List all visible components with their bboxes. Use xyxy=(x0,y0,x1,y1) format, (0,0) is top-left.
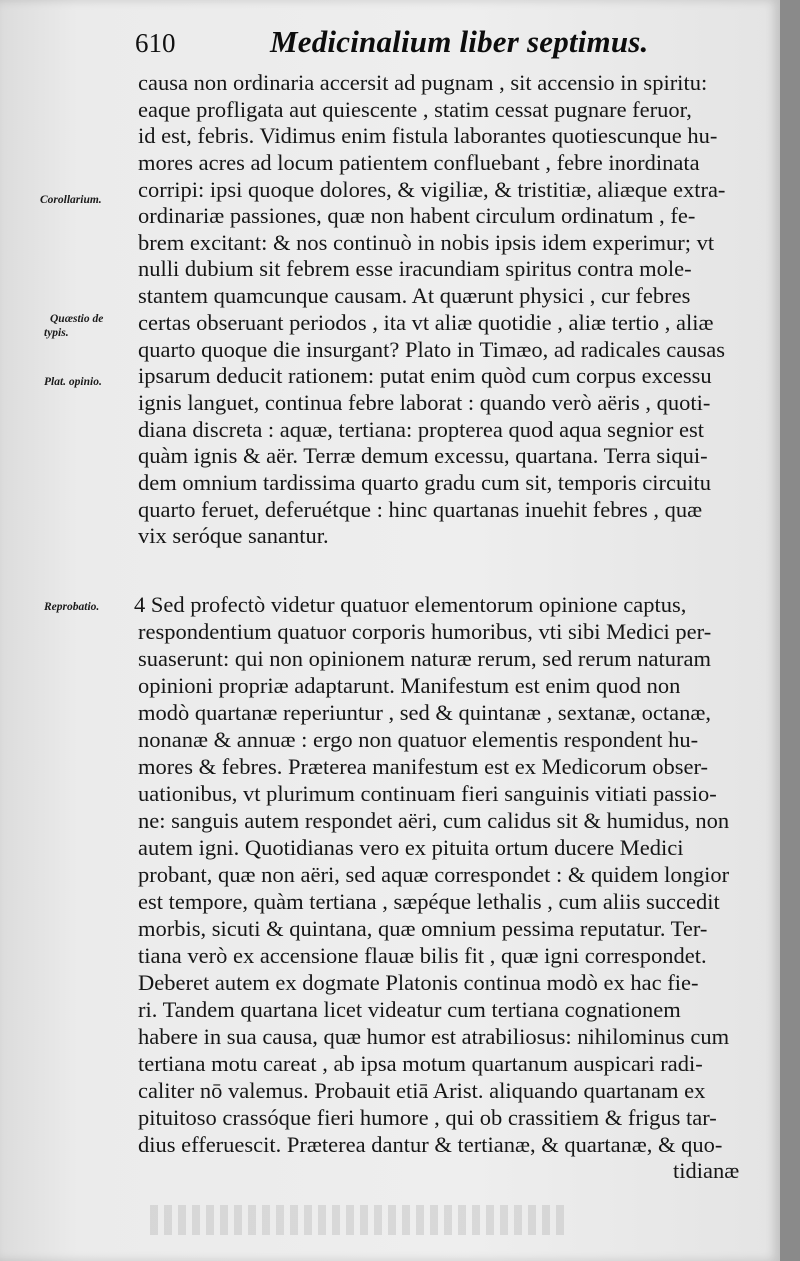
text-line: id est, febris. Vidimus enim fistula laborantes quotiescunque hu- xyxy=(138,123,718,148)
margin-note-quaestio-cont: typis. xyxy=(44,327,69,339)
text-line: pituitoso crassóque fieri humore , qui ob crassitiem & frigus tar- xyxy=(138,1105,717,1130)
text-line: probant, quæ non aëri, sed aquæ correspondet : & quidem longior xyxy=(138,862,730,887)
margin-note-quaestio: Quæstio de xyxy=(50,313,104,325)
text-line: vix seróque sanantur. xyxy=(138,523,329,548)
text-line: tertiana motu careat , ab ipsa motum quartanum auspicari radi- xyxy=(138,1051,703,1076)
text-line: nonanæ & annuæ : ergo non quatuor elementis respondent hu- xyxy=(138,727,699,752)
text-line: modò quartanæ reperiuntur , sed & quintanæ , sextanæ, octanæ, xyxy=(138,700,712,725)
text-line: suaserunt: qui non opinionem naturæ rerum, sed rerum naturam xyxy=(138,646,711,671)
text-line: corripi: ipsi quoque dolores, & vigiliæ, & tristitiæ, aliæque extra- xyxy=(138,176,726,202)
text-line: ri. Tandem quartana licet videatur cum tertiana cognationem xyxy=(138,997,681,1022)
text-line: morbis, sicuti & quintana, quæ omnium pessima reputatur. Ter- xyxy=(138,916,708,941)
text-line: tidianæ xyxy=(673,1158,740,1183)
text-line: Deberet autem ex dogmate Platonis continua modò ex hac fie- xyxy=(138,970,699,995)
text-line: nulli dubium sit febrem esse iracundiam spiritus contra mole- xyxy=(138,256,692,281)
text-line: brem excitant: & nos continuò in nobis ipsis idem experimur; vt xyxy=(138,229,715,255)
text-line: est tempore, quàm tertiana , sæpéque lethalis , cum aliis succedit xyxy=(138,889,720,914)
text-line: uationibus, vt plurimum continuam fieri sanguinis vitiati passio- xyxy=(138,781,717,806)
text-line: autem igni. Quotidianas vero ex pituita ortum ducere Medici xyxy=(138,835,684,860)
margin-note-plat-opinio: Plat. opinio. xyxy=(44,376,102,388)
text-line: certas obseruant periodos , ita vt aliæ quotidie , aliæ tertio , aliæ xyxy=(138,310,714,335)
page-header xyxy=(135,22,755,68)
text-line: ne: sanguis autem respondet aëri, cum calidus sit & humidus, non xyxy=(138,808,730,833)
text-line: 4 Sed profectò videtur quatuor elementorum opinione captus, xyxy=(134,592,687,617)
margin-note-corollarium: Corollarium. xyxy=(40,194,102,206)
text-line: ordinariæ passiones, quæ non habent circulum ordinatum , fe- xyxy=(138,203,696,228)
text-line: ipsarum deducit rationem: putat enim quòd cum corpus excessu xyxy=(138,363,712,388)
text-line: eaque profligata aut quiescente , statim cessat pugnare feruor, xyxy=(138,96,692,122)
text-line: respondentium quatuor corporis humoribus, vti sibi Medici per- xyxy=(138,619,712,644)
text-line: causa non ordinaria accersit ad pugnam , sit accensio in spiritu: xyxy=(138,70,708,95)
text-line: habere in sua causa, quæ humor est atrabiliosus: nihilominus cum xyxy=(138,1024,730,1049)
text-line: opinioni propriæ adaptarunt. Manifestum est enim quod non xyxy=(138,673,681,698)
margin-note-reprobatio: Reprobatio. xyxy=(44,601,100,613)
text-line: diana discreta : aquæ, tertiana: propterea quod aqua segnior est xyxy=(138,416,705,442)
text-line: dius efferuescit. Præterea dantur & tertianæ, & quartanæ, & quo- xyxy=(138,1132,723,1157)
text-line: mores acres ad locum patientem confluebant , febre inordinata xyxy=(138,150,700,175)
text-line: quàm ignis & aër. Terræ demum excessu, quartana. Terra siqui- xyxy=(138,443,708,468)
text-line: tiana verò ex accensione flauæ bilis fit , quæ igni correspondet. xyxy=(138,943,707,968)
text-line: quarto feruet, deferuétque : hinc quartanas inuehit febres , quæ xyxy=(138,496,703,522)
text-line: quarto quoque die insurgant? Plato in Timæo, ad radicales causas xyxy=(138,336,725,362)
text-line: mores & febres. Præterea manifestum est ex Medicorum obser- xyxy=(138,754,709,779)
running-title: Medicinalium liber septimus. xyxy=(270,24,649,59)
text-line: ignis languet, continua febre laborat : quando verò aëris , quoti- xyxy=(138,390,711,415)
page-number: 610 xyxy=(135,28,176,58)
bleed-through-texture xyxy=(150,1205,570,1235)
text-line: caliter nō valemus. Probauit etiā Arist. aliquando quartanam ex xyxy=(138,1078,706,1103)
text-line: dem omnium tardissima quarto gradu cum sit, temporis circuitu xyxy=(138,470,712,495)
text-line: stantem quamcunque causam. At quærunt physici , cur febres xyxy=(138,283,691,308)
